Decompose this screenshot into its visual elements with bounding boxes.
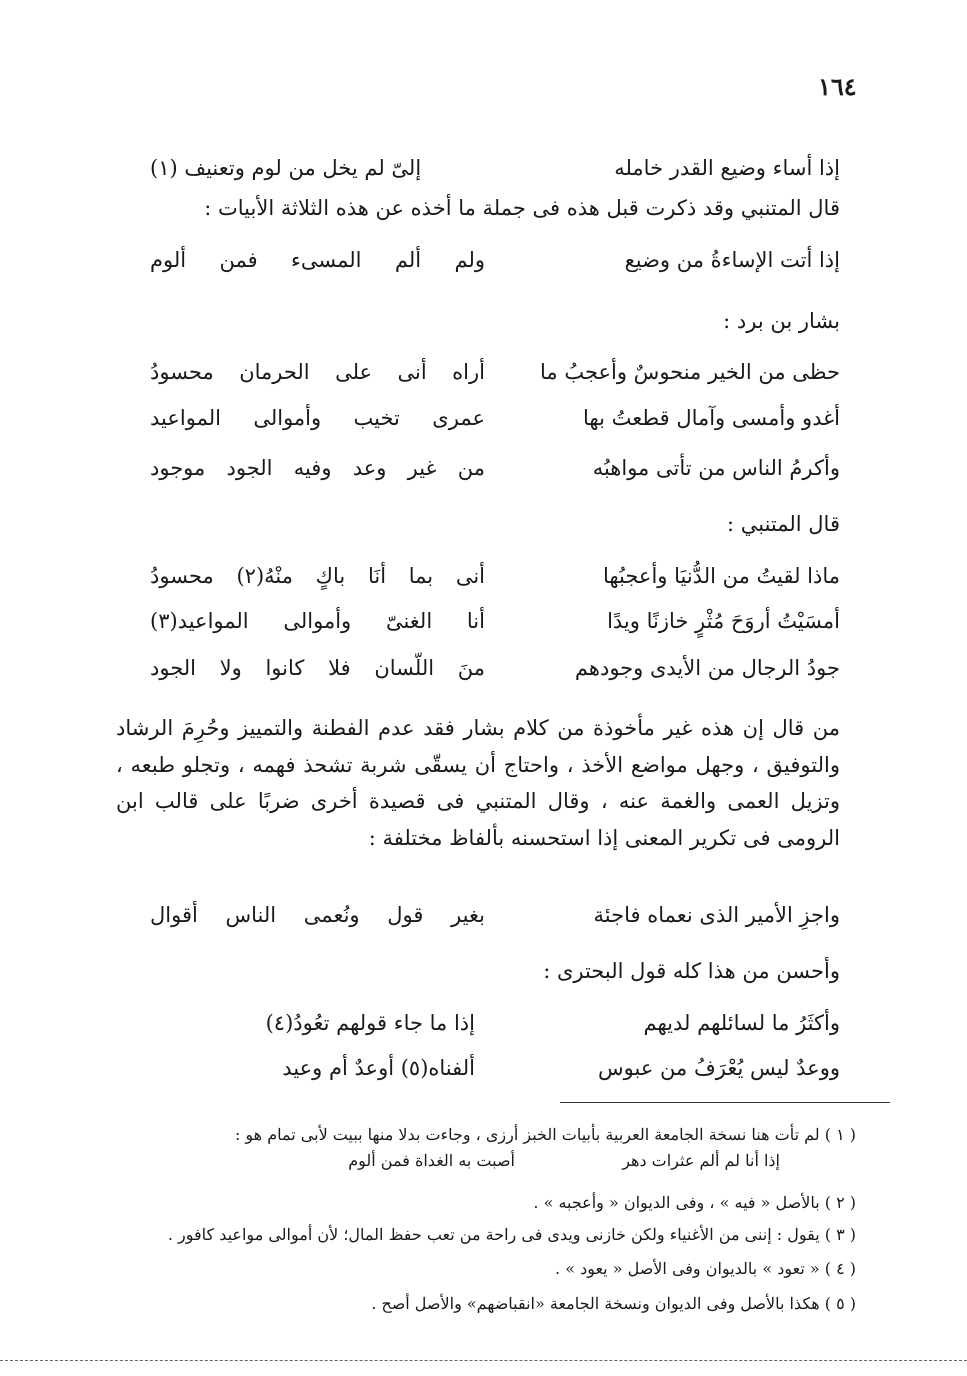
verse-first-hemistich: ووعدٌ ليس يُعْرَفُ من عبوس bbox=[598, 1056, 840, 1080]
verse-line bbox=[150, 603, 840, 639]
footnote: ( ٢ ) بالأصل « فيه » ، وفى الديوان « وأعجبه » . bbox=[533, 1193, 856, 1212]
verse-line bbox=[225, 1050, 840, 1086]
verse-first-hemistich: إذا أساء وضيع القدر خامله bbox=[614, 156, 840, 180]
verse-first-hemistich: ماذا لقيتُ من الدُّنيَا وأعجبُها bbox=[602, 564, 840, 588]
verse-line bbox=[150, 558, 840, 594]
footnote-separator bbox=[560, 1102, 890, 1103]
verse-line bbox=[225, 1005, 840, 1041]
commentary-paragraph: من قال إن هذه غير مأخوذة من كلام بشار فقد عدم الفطنة والتمييز وحُرِمَ الرشاد والتوفيق ، وجهل مواضع الأخذ ، واحتاج أن يسقّى شربة تشحذ فهمه ، وتجلو طبعه ، وتزيل العمى والغمة عنه ، وقال المتنبي فى قصيدة أخرى ضربًا على قالب ابن الرومى فى تكرير المعنى إذا استحسنه بألفاظ مختلفة : bbox=[116, 716, 841, 850]
verse-second-hemistich: أنى بما أنَا باكٍ منْهُ(٢) محسودُ bbox=[150, 564, 486, 588]
verse-second-hemistich: أراه أنى على الحرمان محسودُ bbox=[150, 360, 485, 384]
verse-first-hemistich: إذا أنا لم ألم عثرات دهر bbox=[622, 1151, 780, 1170]
verse-second-hemistich: عمرى تخيب وأموالى المواعيد bbox=[150, 406, 485, 430]
footnote: ( ٣ ) يقول : إننى من الأغنياء ولكن خازنى ويدى فى راحة من تعب حفظ المال؛ لأن أموالى مواعيد كافور . bbox=[167, 1225, 856, 1244]
footnote-verse bbox=[300, 1148, 780, 1174]
verse-second-hemistich: من غير وعد وفيه الجود موجود bbox=[150, 456, 485, 480]
scan-edge-line bbox=[0, 1360, 967, 1361]
verse-first-hemistich: وأكثَرُ ما لسائلهم لديهم bbox=[643, 1011, 840, 1035]
verse-line bbox=[150, 242, 840, 278]
verse-line bbox=[150, 150, 840, 186]
verse-line bbox=[150, 354, 840, 390]
verse-second-hemistich: إذا ما جاء قولهم تعُودُ(٤) bbox=[265, 1011, 475, 1035]
verse-first-hemistich: أغدو وأمسى وآمال قطعتُ بها bbox=[583, 406, 840, 430]
footnote: ( ٤ ) « تعود » بالديوان وفى الأصل « يعود » . bbox=[555, 1259, 856, 1278]
verse-line bbox=[150, 897, 840, 933]
verse-second-hemistich: أنا الغنىّ وأموالى المواعيد(٣) bbox=[150, 609, 485, 633]
poet-heading: قال المتنبي : bbox=[726, 512, 840, 536]
footnote: ( ٥ ) هكذا بالأصل وفى الديوان ونسخة الجامعة «انقباضهم» والأصل أصح . bbox=[371, 1294, 856, 1313]
intro-text: قال المتنبي وقد ذكرت قبل هذه فى جملة ما أخذه عن هذه الثلاثة الأبيات : bbox=[204, 196, 840, 220]
verse-second-hemistich: منَ اللّسان فلا كانوا ولا الجود bbox=[150, 656, 485, 680]
poet-heading: وأحسن من هذا كله قول البحترى : bbox=[543, 959, 840, 983]
verse-line bbox=[150, 450, 840, 486]
verse-second-hemistich: أصبت به الغداة فمن ألوم bbox=[348, 1151, 515, 1170]
page-number: ١٦٤ bbox=[818, 72, 857, 101]
verse-second-hemistich: إلىّ لم يخل من لوم وتعنيف (١) bbox=[150, 156, 422, 180]
verse-second-hemistich: ولم ألم المسىء فمن ألوم bbox=[150, 248, 485, 272]
poet-heading: بشار بن برد : bbox=[723, 309, 840, 333]
footnote: ( ١ ) لم تأت هنا نسخة الجامعة العربية بأبيات الخبز أرزى ، وجاءت بدلا منها ببيت لأبى تمام هو : bbox=[234, 1125, 856, 1144]
verse-first-hemistich: أمسَيْتُ أروَحَ مُثْرٍ خازنًا ويدًا bbox=[607, 609, 840, 633]
verse-line bbox=[150, 650, 840, 686]
verse-first-hemistich: وأكرمُ الناس من تأتى مواهبُه bbox=[592, 456, 840, 480]
verse-first-hemistich: جودُ الرجال من الأيدى وجودهم bbox=[574, 656, 840, 680]
verse-first-hemistich: حظى من الخير منحوسٌ وأعجبُ ما bbox=[540, 360, 840, 384]
verse-first-hemistich: إذا أتت الإساءةُ من وضيع bbox=[624, 248, 840, 272]
verse-second-hemistich: ألفناه(٥) أوعدٌ أم وعيد bbox=[282, 1056, 475, 1080]
verse-second-hemistich: بغير قول ونُعمى الناس أقوال bbox=[150, 903, 485, 927]
verse-line bbox=[150, 400, 840, 436]
verse-first-hemistich: واجزِ الأمير الذى نعماه فاجئة bbox=[593, 903, 840, 927]
